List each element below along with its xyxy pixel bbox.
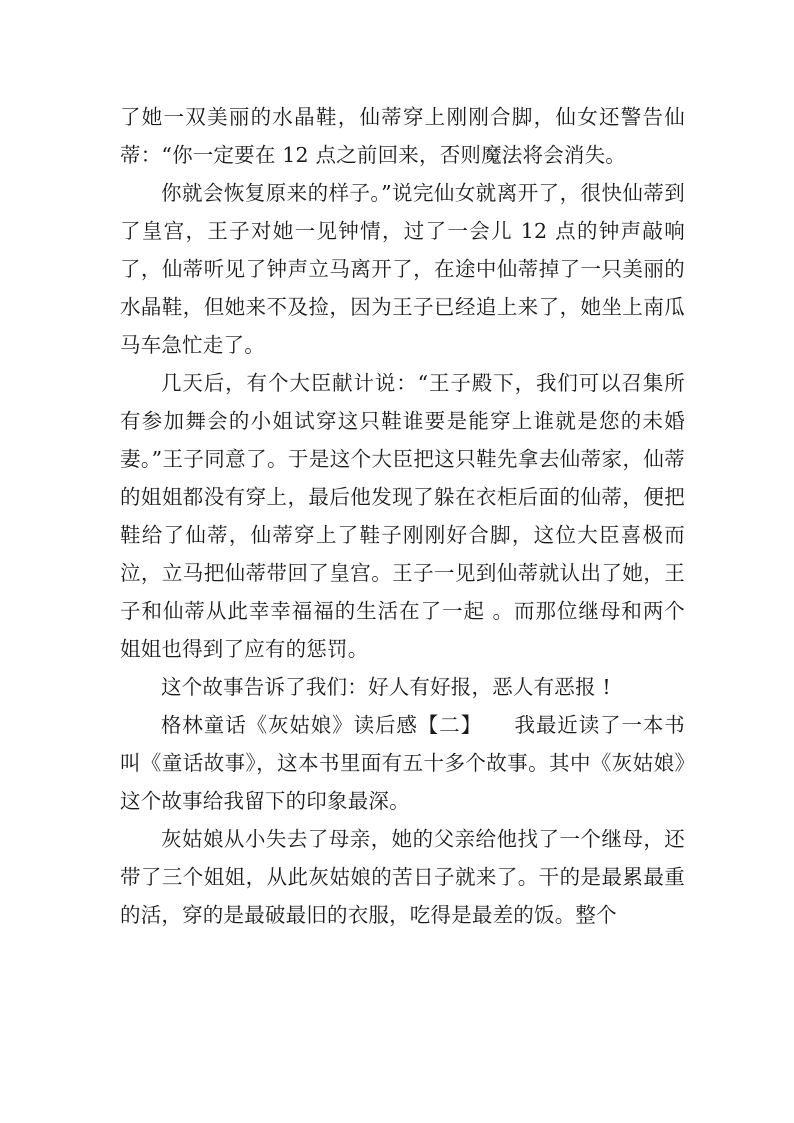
paragraph-continuation: 了她一双美丽的水晶鞋，仙蒂穿上刚刚合脚，仙女还警告仙蒂：“你一定要在 12 点之前回来，否则魔法将会消失。 <box>120 105 685 167</box>
paragraph-section-two: 格林童话《灰姑娘》读后感【二】 我最近读了一本书叫《童话故事》，这本书里面有五十多个故事。其中《灰姑娘》这个故事给我留下的印象最深。 <box>120 713 685 813</box>
paragraph: 灰姑娘从小失去了母亲，她的父亲给他找了一个继母，还带了三个姐姐，从此灰姑娘的苦日子就来了。干的是最累最重的活，穿的是最破最旧的衣服，吃得是最差的饭。整个 <box>120 827 685 927</box>
paragraph: 你就会恢复原来的样子。”说完仙女就离开了，很快仙蒂到了皇宫，王子对她一见钟情，过了一会儿 12 点的钟声敲响了，仙蒂听见了钟声立马离开了，在途中仙蒂掉了一只美丽的水晶鞋，但她来不及捡，因为王子已经追上来了，她坐上南瓜马车急忙走了。 <box>120 181 685 357</box>
body-text <box>120 98 685 934</box>
paragraph: 几天后，有个大臣献计说：“王子殿下，我们可以召集所有参加舞会的小姐试穿这只鞋谁要是能穿上谁就是您的未婚妻。”王子同意了。于是这个大臣把这只鞋先拿去仙蒂家，仙蒂的姐姐都没有穿上，最后他发现了躲在衣柜后面的仙蒂，便把鞋给了仙蒂，仙蒂穿上了鞋子刚刚好合脚，这位大臣喜极而泣，立马把仙蒂带回了皇宫。王子一见到仙蒂就认出了她，王子和仙蒂从此幸幸福福的生活在了一起 。而那位继母和两个姐姐也得到了应有的惩罚。 <box>120 371 685 661</box>
paragraph-moral: 这个故事告诉了我们：好人有好报，恶人有恶报 ! <box>161 675 611 699</box>
